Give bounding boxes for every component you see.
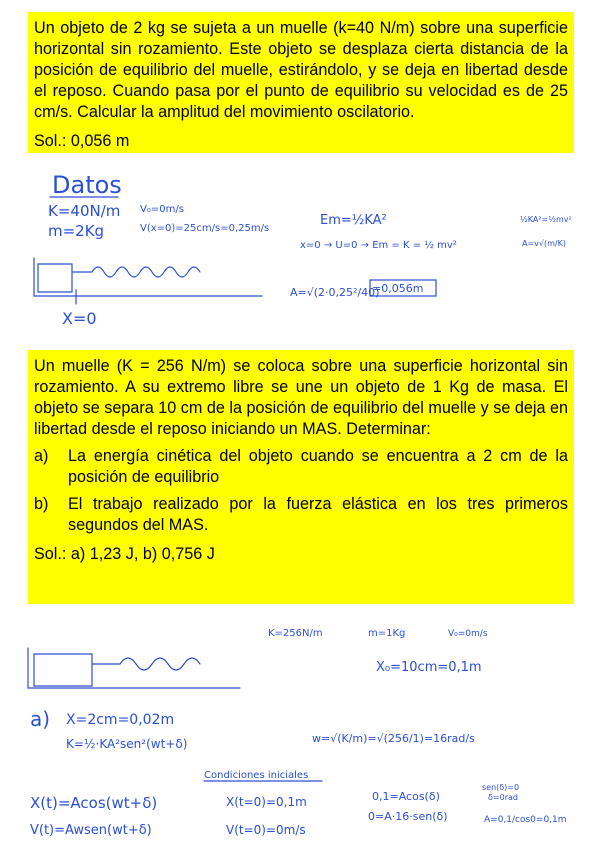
spring-coil-2 [92, 658, 200, 670]
hw2-vt: V(t)=Awsen(wt+δ) [30, 823, 152, 838]
hw2-omega: w=√(K/m)=√(256/1)=16rad/s [312, 732, 475, 745]
hw-em: Em=½KA² [320, 213, 387, 228]
hw2-c1b: sen(δ)=0 [482, 783, 520, 792]
hw2-c2: 0=A·16·sen(δ) [368, 810, 448, 823]
hw-side-note: ½KA²=½mv² [520, 215, 572, 224]
hw2-v-t0: V(t=0)=0m/s [226, 823, 306, 837]
hw-k: K=40N/m [48, 202, 121, 220]
hw2-a-k: K=½·KA²sen²(wt+δ) [66, 737, 188, 751]
hw2-c2b: A=0,1/cos0=0,1m [484, 815, 567, 825]
spring-coil [72, 267, 200, 277]
handwriting-problem-2 [28, 628, 567, 838]
handwriting-problem-1 [34, 171, 572, 328]
hw-amplitude: A=√(2·0,25²/40) [290, 286, 380, 299]
hw-side-note-2: A=v√(m/K) [522, 239, 566, 248]
item-text: El trabajo realizado por la fuerza elástica en los tres primeros segundos del MAS. [68, 495, 568, 534]
block-shape [38, 264, 72, 292]
hw2-c1c: δ=0rad [488, 793, 518, 802]
hw2-xt: X(t)=Acos(wt+δ) [30, 794, 158, 812]
hw2-x0: X₀=10cm=0,1m [376, 660, 482, 675]
hw-m: m=2Kg [48, 222, 105, 240]
item-text: La energía cinética del objeto cuando se encuentra a 2 cm de la posición de equilibrio [68, 447, 568, 486]
item-label: a) [34, 447, 49, 465]
hw-v0: V₀=0m/s [140, 204, 184, 215]
hw2-a-label: a) [30, 707, 51, 731]
problem-1-statement: Un objeto de 2 kg se sujeta a un muelle (k=40 N/m) sobre una superficie horizontal sin rozamiento. Este objeto se desplaza cierta distancia de la posición de equilibrio del muelle, estirándolo, y se deja en libertad desde el reposo. Cuando pasa por el punto de equilibrio su velocidad es de 25 cm/s. Calcular la amplitud del movimiento oscilatorio. [34, 19, 568, 121]
hw2-a-x: X=2cm=0,02m [66, 712, 175, 728]
hw-title: Datos [52, 171, 122, 199]
hw-x0: X=0 [62, 309, 97, 328]
hw2-v0: V₀=0m/s [448, 629, 488, 639]
problem-2-solution: Sol.: a) 1,23 J, b) 0,756 J [34, 545, 215, 563]
problem-2-statement: Un muelle (K = 256 N/m) se coloca sobre una superficie horizontal sin rozamiento. A su extremo libre se une un objeto de 1 Kg de masa. El objeto se separa 10 cm de la posición de equilibrio del muelle y se deja en libertad desde el reposo iniciando un MAS. Determinar: [34, 357, 568, 438]
problem-1-solution: Sol.: 0,056 m [34, 132, 130, 150]
hw2-m: m=1Kg [368, 628, 406, 639]
hw-energy-line: x=0 → U=0 → Em = K = ½ mv² [300, 240, 457, 251]
block-shape-2 [34, 654, 92, 686]
hw-amplitude-result: =0,056m [372, 282, 424, 295]
hw2-c1: 0,1=Acos(δ) [372, 790, 440, 803]
item-label: b) [34, 495, 49, 513]
hw-vx: V(x=0)=25cm/s=0,25m/s [140, 223, 270, 234]
hw2-k: K=256N/m [268, 628, 323, 639]
hw2-conditions: Condiciones iniciales [204, 770, 309, 781]
hw2-x-t0: X(t=0)=0,1m [226, 795, 307, 809]
